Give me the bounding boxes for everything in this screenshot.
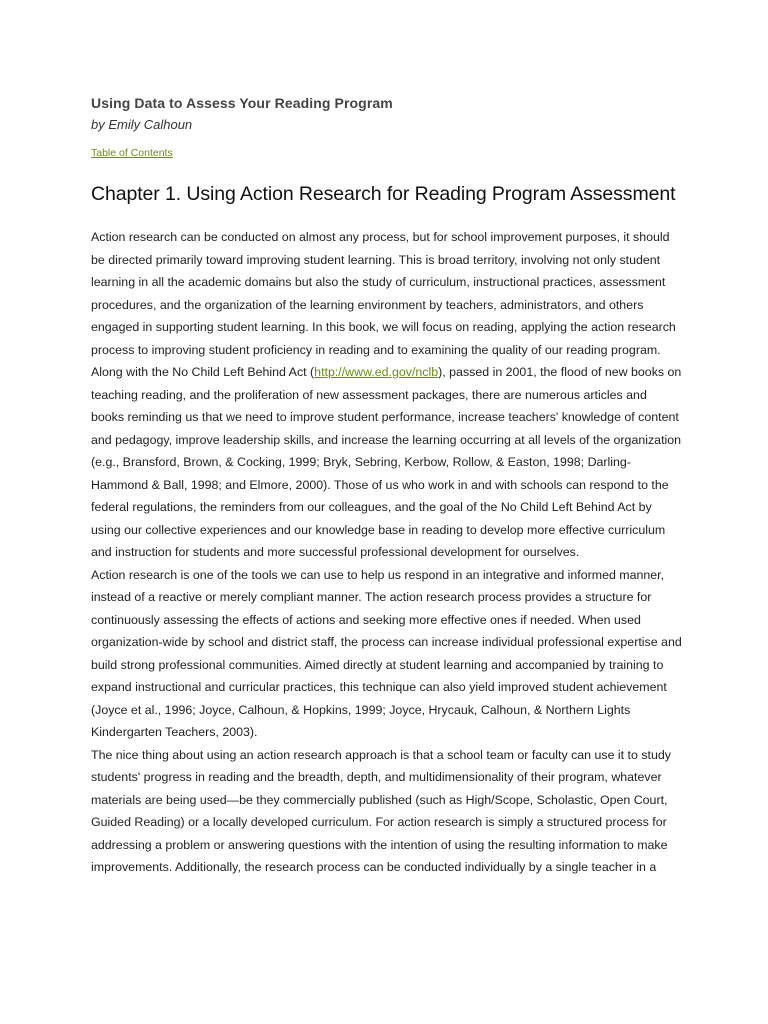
table-of-contents-link[interactable]: Table of Contents [91, 147, 173, 159]
paragraph-2-lead: Along with the No Child Left Behind Act ( [91, 365, 315, 379]
paragraph-2 [91, 361, 683, 564]
paragraph-4: The nice thing about using an action research approach is that a school team or faculty can use it to study students' progress in reading and the breadth, depth, and multidimensionality of their program, whatever materials are being used—be they commercially published (such as High/Scope, Scholastic, Open Court, Guided Reading) or a locally developed curriculum. For action research is simply a structured process for addressing a problem or answering questions with the intention of using the resulting information to make improvements. Additionally, the research process can be conducted individually by a single teacher in a [91, 747, 671, 874]
paragraph-1: Action research can be conducted on almost any process, but for school improvement purposes, it should be directed primarily toward improving student learning. This is broad territory, involving not only student learning in all the academic domains but also the study of curriculum, instructional practices, assessment procedures, and the organization of the learning environment by teachers, administrators, and others engaged in supporting student learning. In this book, we will focus on reading, applying the action research process to improving student proficiency in reading and to examining the quality of our reading program. [91, 230, 676, 357]
document-page [91, 92, 683, 879]
paragraph-2-rest: ), passed in 2001, the flood of new books on teaching reading, and the proliferation of new assessment packages, there are numerous articles and books reminding us that we need to improve student performance, increase teachers' knowledge of content and pedagogy, improve leadership skills, and increase the learning occurring at all levels of the organization (e.g., Bransford, Brown, & Cocking, 1999; Bryk, Sebring, Kerbow, Rollow, & Easton, 1998; Darling-Hammond & Ball, 1998; and Elmore, 2000). Those of us who work in and with schools can respond to the federal regulations, the reminders from our colleagues, and the goal of the No Child Left Behind Act by using our collective experiences and our knowledge base in reading to develop more effective curriculum and instruction for students and more successful professional development for ourselves. [91, 365, 682, 559]
paragraph-3: Action research is one of the tools we can use to help us respond in an integrative and informed manner, instead of a reactive or merely compliant manner. The action research process provides a structure for continuously assessing the effects of actions and seeking more effective ones if needed. When used organization-wide by school and district staff, the process can increase individual professional expertise and build strong professional communities. Aimed directly at student learning and accompanied by training to expand instructional and curricular practices, this technique can also yield improved student achievement (Joyce et al., 1996; Joyce, Calhoun, & Hopkins, 1999; Joyce, Hrycauk, Calhoun, & Northern Lights Kindergarten Teachers, 2003). [91, 567, 682, 739]
chapter-title: Chapter 1. Using Action Research for Reading Program Assessment [91, 183, 676, 205]
nclb-url-link[interactable]: http://www.ed.gov/nclb [314, 365, 439, 379]
author-byline: by Emily Calhoun [91, 117, 193, 132]
chapter-body [91, 226, 683, 879]
book-title: Using Data to Assess Your Reading Program [91, 95, 393, 111]
